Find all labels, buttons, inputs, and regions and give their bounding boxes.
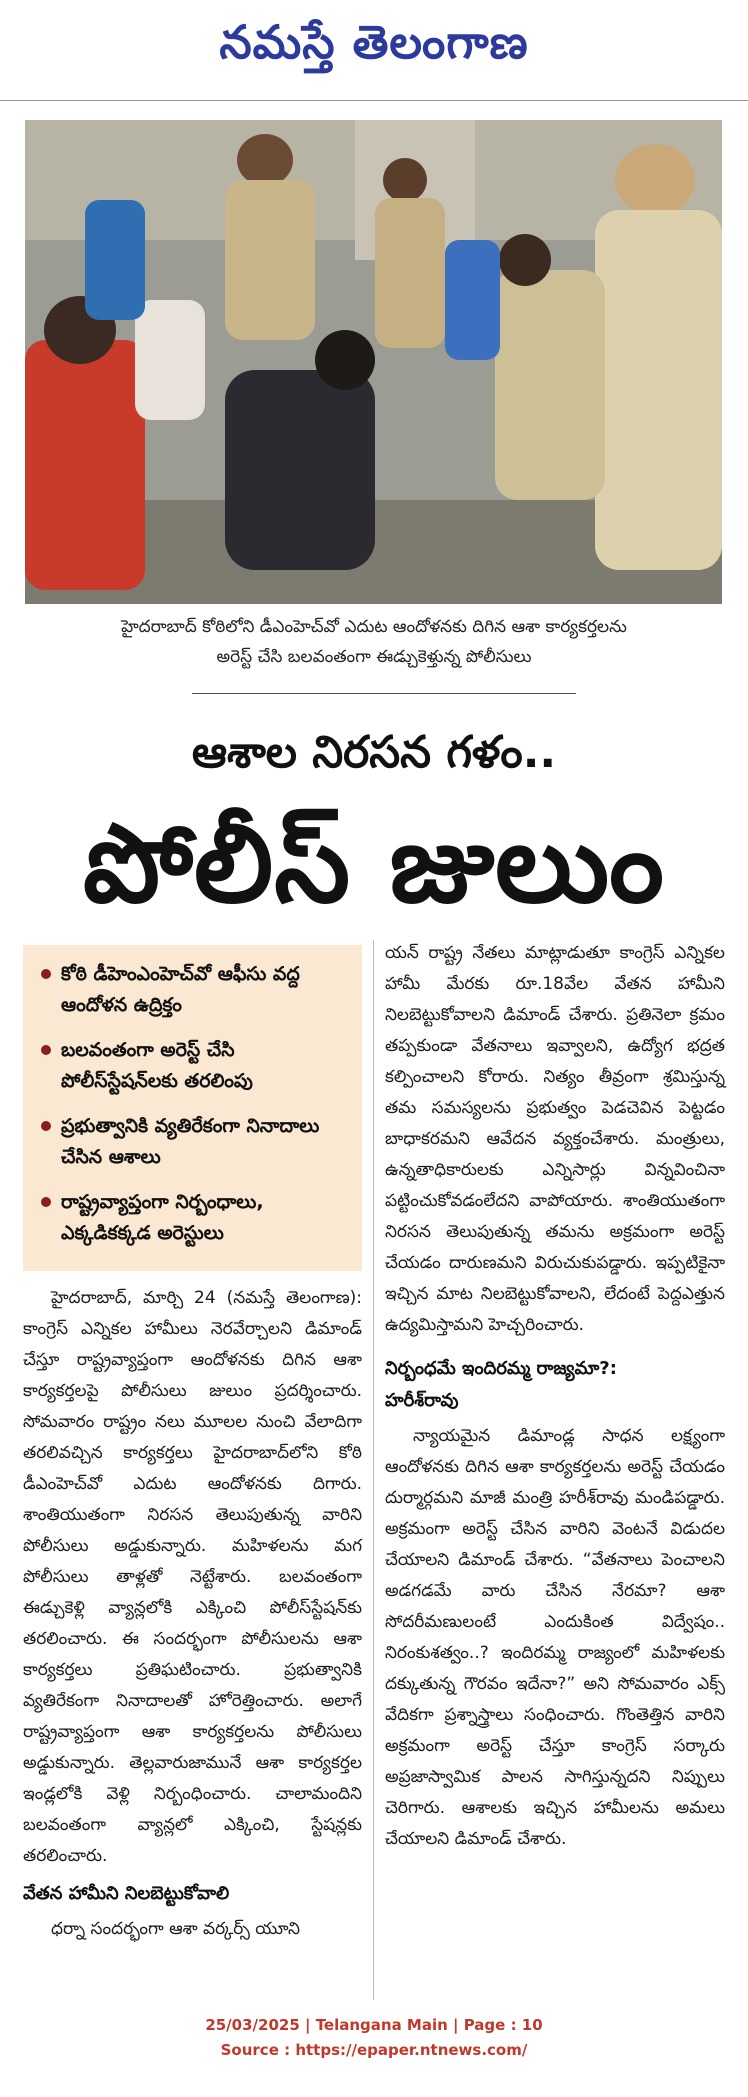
photo-caption <box>40 612 708 672</box>
footer-date-line: 25/03/2025 | Telangana Main | Page : 10 <box>205 2016 543 2034</box>
highlights-box <box>23 945 362 1271</box>
masthead-divider <box>0 100 748 101</box>
article-paragraph: హైదరాబాద్, మార్చి 24 (నమస్తే తెలంగాణ): కాంగ్రెస్ ఎన్నికల హామీలు నెరవేర్చాలని డిమాండ్ చేస్తూ రాష్ట్రవ్యాప్తంగా ఆందోళనకు దిగిన ఆశా కార్యకర్తలపై పోలీసులు జులుం ప్రదర్శించారు. సోమవారం రాష్ట్రం నలు మూలల నుంచి వేలాదిగా తరలివచ్చిన కార్యకర్తలు హైదరాబాద్‌లోని కోఠి డీఎంహెచ్‌వో ఎదుట ఆందోళనకు దిగారు. శాంతియుతంగా నిరసన తెలుపుతున్న వారిని పోలీసులు అడ్డుకున్నారు. మహిళలను మగ పోలీసులు తాళ్లతో నెట్టేశారు. బలవంతంగా ఈడ్చుకెళ్లి వ్యాన్లలోకి ఎక్కించి పోలీస్‌స్టేషన్‌కు తరలించారు. ఈ సందర్భంగా పోలీసులను ఆశా కార్యకర్తలు ప్రతిఘటించారు. ప్రభుత్వానికి వ్యతిరేకంగా నినాదాలతో హోరెత్తించారు. అలాగే రాష్ట్రవ్యాప్తంగా ఆశా కార్యకర్తలను పోలీసులు అడ్డుకున్నారు. తెల్లవారుజామునే ఆశా కార్యకర్తల ఇండ్లలోకి వెళ్లి నిర్బంధించారు. చాలామందిని బలవంతంగా వ్యాన్లలో ఎక్కించి, స్టేషన్లకు తరలించారు. <box>23 1288 362 1866</box>
subhead-line-1: నిర్బంధమే ఇందిరమ్మ రాజ్యమా?: <box>385 1358 617 1379</box>
article-column-left <box>23 1283 362 1945</box>
highlight-text: రాష్ట్రవ్యాప్తంగా నిర్బంధాలు, ఎక్కడికక్కడ అరెస్టులు <box>61 1191 264 1244</box>
highlight-item <box>41 1111 352 1173</box>
highlight-text: ప్రభుత్వానికి వ్యతిరేకంగా నినాదాలు చేసిన ఆశాలు <box>61 1115 320 1168</box>
bullet-icon <box>41 1045 51 1055</box>
article-column-right <box>385 938 725 1855</box>
newspaper-title: నమస్తే తెలంగాణ <box>219 14 529 69</box>
highlight-item <box>41 1187 352 1249</box>
subhead-line-2: హరీశ్‌రావు <box>385 1390 459 1411</box>
highlight-text: కోఠి డీహెంఎంహెచ్‌వో ఆఫీసు వద్ద ఆందోళన ఉద్రిక్తం <box>61 963 300 1016</box>
highlight-item <box>41 959 352 1021</box>
headline-kicker: ఆశాల నిరసన గళం.. <box>191 727 557 778</box>
article-subhead <box>385 1353 725 1417</box>
page-footer <box>0 2013 748 2063</box>
highlight-item <box>41 1035 352 1097</box>
article-paragraph: ధర్నా సందర్భంగా ఆశా వర్కర్స్ యూని <box>51 1919 300 1939</box>
bullet-icon <box>41 1121 51 1131</box>
caption-divider <box>192 693 576 694</box>
headline-main: పోలీస్ జులుం <box>83 802 665 927</box>
article-paragraph: న్యాయమైన డిమాండ్ల సాధన లక్ష్యంగా ఆందోళనకు దిగిన ఆశా కార్యకర్తలను అరెస్ట్ చేయడం దుర్మార్గమని మాజీ మంత్రి హరీశ్‌రావు మండిపడ్డారు. అక్రమంగా అరెస్ట్ చేసిన వారిని వెంటనే విడుదల చేయాలని డిమాండ్ చేశారు. “వేతనాలు పెంచాలని అడగడమే వారు చేసిన నేరమా? ఆశా సోదరీమణులంటే ఎందుకింత విద్వేషం.. నిరంకుశత్వం..? ఇందిరమ్మ రాజ్యంలో మహిళలకు దక్కుతున్న గౌరవం ఇదేనా?” అని సోమవారం ఎక్స్ వేదికగా ప్రశ్నాస్త్రాలు సంధించారు. గొంతెత్తిన వారిని అక్రమంగా అరెస్ట్ చేస్తూ కాంగ్రెస్ సర్కారు అప్రజాస్వామిక పాలన సాగిస్తున్నదని నిప్పులు చెరిగారు. ఆశాలకు ఇచ్చిన హామీలను అమలు చేయాలని డిమాండ్ చేశారు. <box>385 1426 725 1849</box>
article-subhead: వేతన హామీని నిలబెట్టుకోవాలి <box>23 1883 230 1904</box>
footer-source-link[interactable]: Source : https://epaper.ntnews.com/ <box>220 2041 528 2059</box>
bullet-icon <box>41 1197 51 1207</box>
highlight-text: బలవంతంగా అరెస్ట్ చేసి పోలీస్‌స్టేషన్‌లకు తరలింపు <box>61 1039 253 1092</box>
article-paragraph: యన్ రాష్ట్ర నేతలు మాట్లాడుతూ కాంగ్రెస్ ఎన్నికల హామీ మేరకు రూ.18వేల వేతన హామీని నిలబెట్టుకోవాలని డిమాండ్ చేశారు. ప్రతినెలా క్రమం తప్పకుండా వేతనాలు ఇవ్వాలని, ఉద్యోగ భద్రత కల్పించాలని కోరారు. నిత్యం తీవ్రంగా శ్రమిస్తున్న తమ సమస్యలను ప్రభుత్వం పెడచెవిన పెట్టడం బాధాకరమని ఆవేదన వ్యక్తంచేశారు. మంత్రులు, ఉన్నతాధికారులకు ఎన్నిసార్లు విన్నవించినా పట్టించుకోవడంలేదని వాపోయారు. శాంతియుతంగా నిరసన తెలుపుతున్న తమను అక్రమంగా అరెస్ట్ చేయడం దారుణమని విరుచుకుపడ్డారు. ఇప్పటికైనా ఇచ్చిన మాట నిలబెట్టుకోవాలని, లేదంటే పెద్దఎత్తున ఉద్యమిస్తామని హెచ్చరించారు. <box>385 943 725 1335</box>
column-divider <box>373 940 374 2000</box>
protest-photo-illustration <box>25 120 722 604</box>
caption-line-1: హైదరాబాద్ కోఠిలోని డీఎంహెచ్‌వో ఎదుట ఆందోళనకు దిగిన ఆశా కార్యకర్తలను <box>121 617 627 637</box>
masthead <box>0 0 748 95</box>
bullet-icon <box>41 969 51 979</box>
news-photo <box>25 120 722 604</box>
caption-line-2: అరెస్ట్ చేసి బలవంతంగా ఈడ్చుకెళ్తున్న పోలీసులు <box>216 647 532 667</box>
